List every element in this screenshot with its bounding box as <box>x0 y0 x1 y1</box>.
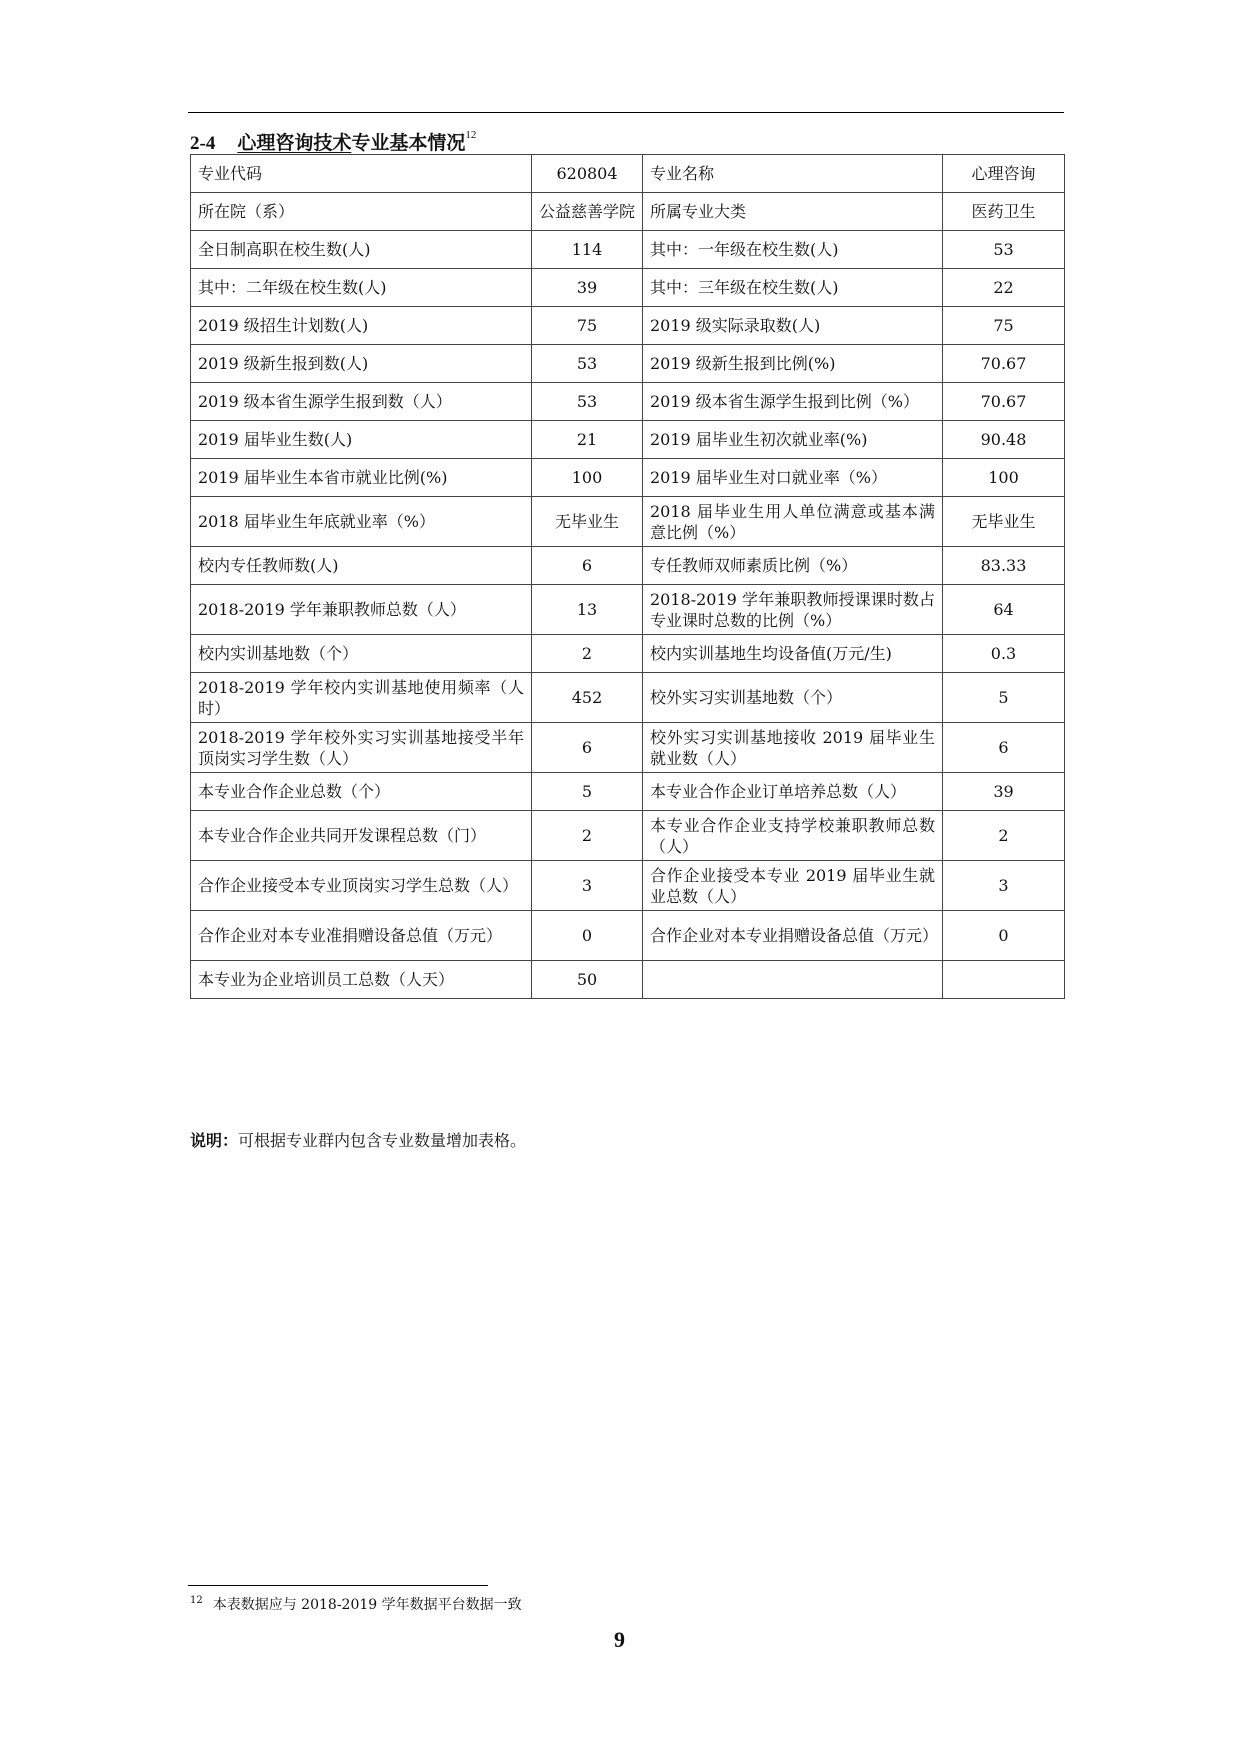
table-row <box>191 773 1065 811</box>
row-label: 本专业合作企业总数（个） <box>191 773 532 811</box>
row-value: 70.67 <box>943 383 1065 421</box>
row-value: 53 <box>532 383 643 421</box>
row-value: 0 <box>532 911 643 961</box>
section-title-rest: 专业基本情况 <box>351 132 466 154</box>
note-label: 说明： <box>190 1131 239 1150</box>
row-label: 2019 级本省生源学生报到数（人） <box>191 383 532 421</box>
section-heading <box>190 122 476 157</box>
row-value: 心理咨询 <box>943 155 1065 193</box>
row-label: 其中：三年级在校生数(人) <box>643 269 943 307</box>
row-label: 本专业合作企业共同开发课程总数（门） <box>191 811 532 861</box>
row-value: 2 <box>943 811 1065 861</box>
footnote-mark: 12 <box>190 1595 203 1606</box>
top-rule <box>188 112 1064 113</box>
row-value: 39 <box>532 269 643 307</box>
table-row <box>191 421 1065 459</box>
row-label: 2019 届毕业生初次就业率(%) <box>643 421 943 459</box>
row-value: 3 <box>943 861 1065 911</box>
table-row <box>191 547 1065 585</box>
row-value: 6 <box>943 723 1065 773</box>
footnote-text: 本表数据应与 2018-2019 学年数据平台数据一致 <box>212 1597 522 1613</box>
row-label: 2019 级实际录取数(人) <box>643 307 943 345</box>
row-value: 75 <box>943 307 1065 345</box>
section-number: 2-4 <box>190 133 216 154</box>
row-value: 5 <box>532 773 643 811</box>
table-row <box>191 673 1065 723</box>
row-value: 6 <box>532 723 643 773</box>
row-value: 53 <box>532 345 643 383</box>
row-value: 620804 <box>532 155 643 193</box>
row-value: 0.3 <box>943 635 1065 673</box>
table-row <box>191 585 1065 635</box>
row-label: 2018-2019 学年校外实习实训基地接受半年顶岗实习学生数（人） <box>191 723 532 773</box>
table-row <box>191 345 1065 383</box>
row-value: 22 <box>943 269 1065 307</box>
row-label: 2018-2019 学年兼职教师授课课时数占专业课时总数的比例（%） <box>643 585 943 635</box>
row-value: 无毕业生 <box>943 497 1065 547</box>
footnote <box>190 1591 522 1615</box>
row-value: 2 <box>532 811 643 861</box>
row-value: 100 <box>943 459 1065 497</box>
footnote-reference: 12 <box>465 129 477 141</box>
row-value: 0 <box>943 911 1065 961</box>
row-label: 校外实习实训基地数（个） <box>643 673 943 723</box>
table-row <box>191 811 1065 861</box>
row-label: 2019 级招生计划数(人) <box>191 307 532 345</box>
row-value: 114 <box>532 231 643 269</box>
table-row <box>191 193 1065 231</box>
row-label: 校内实训基地数（个） <box>191 635 532 673</box>
row-label: 2019 届毕业生对口就业率（%） <box>643 459 943 497</box>
row-label: 合作企业接受本专业 2019 届毕业生就业总数（人） <box>643 861 943 911</box>
footnote-rule <box>188 1585 488 1586</box>
row-label <box>643 961 943 999</box>
row-value: 100 <box>532 459 643 497</box>
row-label: 专业名称 <box>643 155 943 193</box>
table-row <box>191 269 1065 307</box>
table-row <box>191 911 1065 961</box>
row-label: 2019 届毕业生本省市就业比例(%) <box>191 459 532 497</box>
row-label: 校外实习实训基地接收 2019 届毕业生就业数（人） <box>643 723 943 773</box>
row-value: 2 <box>532 635 643 673</box>
row-value: 6 <box>532 547 643 585</box>
page-number: 9 <box>614 1627 625 1652</box>
row-label: 合作企业对本专业准捐赠设备总值（万元） <box>191 911 532 961</box>
row-label: 校内实训基地生均设备值(万元/生) <box>643 635 943 673</box>
table-row <box>191 497 1065 547</box>
row-label: 所在院（系） <box>191 193 532 231</box>
major-info-table <box>190 154 1065 999</box>
row-label: 2018-2019 学年校内实训基地使用频率（人时） <box>191 673 532 723</box>
row-value: 53 <box>943 231 1065 269</box>
table-row <box>191 307 1065 345</box>
row-value: 39 <box>943 773 1065 811</box>
row-value: 21 <box>532 421 643 459</box>
note-text: 可根据专业群内包含专业数量增加表格。 <box>238 1131 527 1150</box>
row-value <box>943 961 1065 999</box>
row-value: 75 <box>532 307 643 345</box>
row-label: 其中：二年级在校生数(人) <box>191 269 532 307</box>
row-label: 本专业合作企业支持学校兼职教师总数（人） <box>643 811 943 861</box>
row-value: 医药卫生 <box>943 193 1065 231</box>
row-label: 专任教师双师素质比例（%） <box>643 547 943 585</box>
table-row <box>191 231 1065 269</box>
note <box>190 1130 526 1152</box>
table-row <box>191 861 1065 911</box>
row-label: 校内专任教师数(人) <box>191 547 532 585</box>
table-row <box>191 155 1065 193</box>
row-value: 5 <box>943 673 1065 723</box>
table-row <box>191 961 1065 999</box>
row-label: 2019 级新生报到数(人) <box>191 345 532 383</box>
row-label: 其中：一年级在校生数(人) <box>643 231 943 269</box>
row-value: 452 <box>532 673 643 723</box>
row-value: 70.67 <box>943 345 1065 383</box>
row-label: 本专业合作企业订单培养总数（人） <box>643 773 943 811</box>
table-row <box>191 459 1065 497</box>
row-label: 2019 级新生报到比例(%) <box>643 345 943 383</box>
row-label: 2018 届毕业生年底就业率（%） <box>191 497 532 547</box>
table-row <box>191 635 1065 673</box>
row-label: 所属专业大类 <box>643 193 943 231</box>
row-label: 2019 届毕业生数(人) <box>191 421 532 459</box>
row-value: 90.48 <box>943 421 1065 459</box>
row-value: 13 <box>532 585 643 635</box>
row-label: 2018-2019 学年兼职教师总数（人） <box>191 585 532 635</box>
row-label: 合作企业接受本专业顶岗实习学生总数（人） <box>191 861 532 911</box>
row-value: 83.33 <box>943 547 1065 585</box>
row-value: 64 <box>943 585 1065 635</box>
section-title-underlined: 心理咨询技术 <box>237 132 352 154</box>
row-value: 无毕业生 <box>532 497 643 547</box>
row-value: 公益慈善学院 <box>532 193 643 231</box>
table-row <box>191 723 1065 773</box>
row-value: 50 <box>532 961 643 999</box>
row-label: 本专业为企业培训员工总数（人天） <box>191 961 532 999</box>
row-label: 全日制高职在校生数(人) <box>191 231 532 269</box>
major-info-table-body <box>191 155 1065 999</box>
table-row <box>191 383 1065 421</box>
row-label: 合作企业对本专业捐赠设备总值（万元） <box>643 911 943 961</box>
row-label: 2018 届毕业生用人单位满意或基本满意比例（%） <box>643 497 943 547</box>
row-label: 2019 级本省生源学生报到比例（%） <box>643 383 943 421</box>
row-value: 3 <box>532 861 643 911</box>
row-label: 专业代码 <box>191 155 532 193</box>
